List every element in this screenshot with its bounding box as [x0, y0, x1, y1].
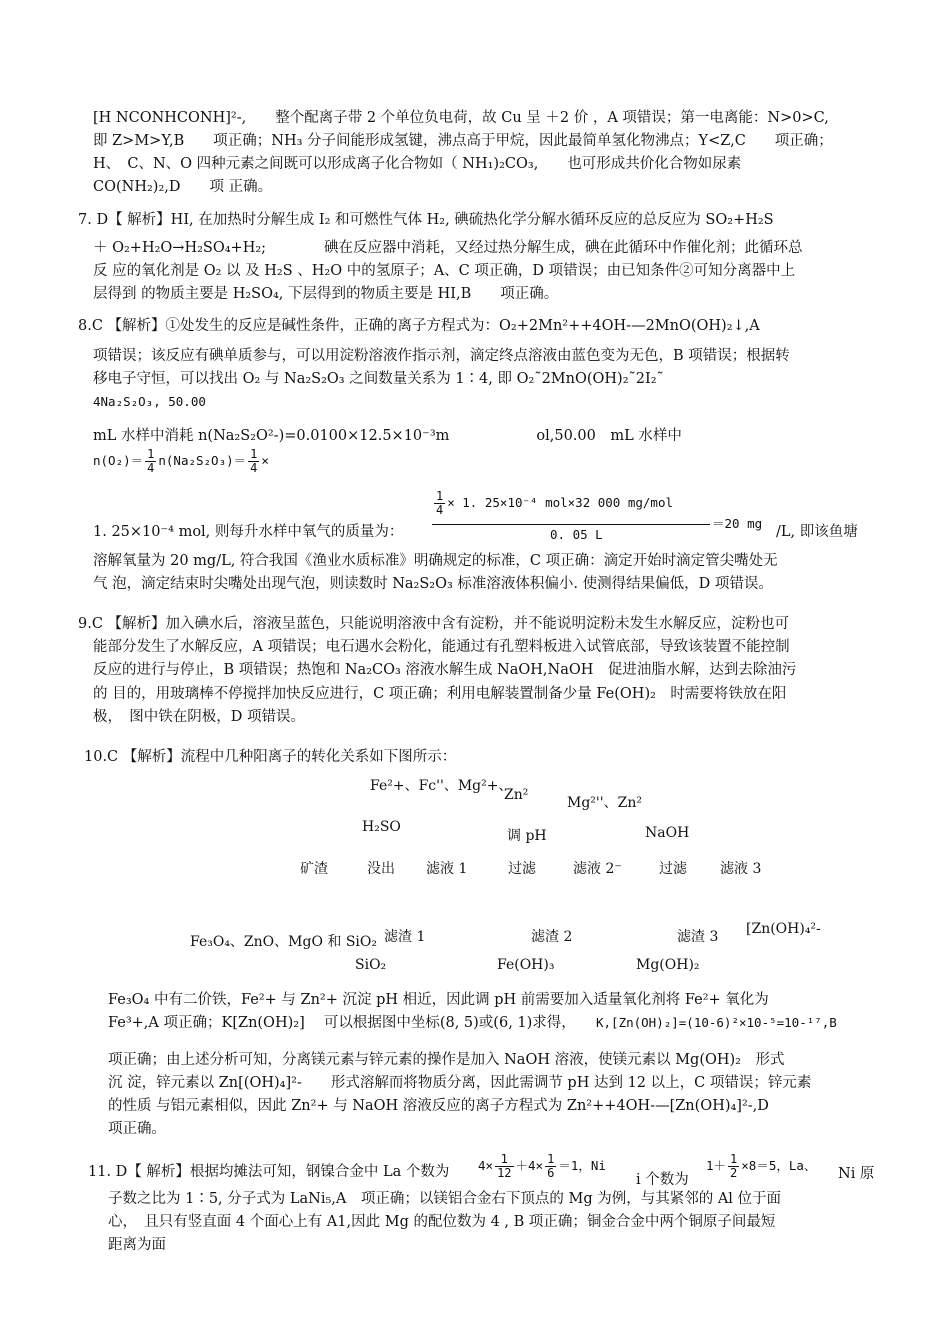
- flow-reagent-acid: H₂SO: [362, 819, 401, 835]
- q11-ni-formula: [706, 1152, 816, 1180]
- fraction-quarter-1: $\frac{1}{4}$: [147, 447, 155, 475]
- q9-line-1: 9.C 【解析】加入碘水后，溶液呈蓝色，只能说明溶液中含有淀粉，并不能说明淀粉未发生水解反应，淀粉也可: [78, 616, 790, 632]
- flow-residue-2: 滤渣 2: [531, 929, 573, 945]
- fraction-bar: [432, 524, 710, 525]
- q10-line-5: 沉 淀，锌元素以 Zn[(OH)₄]²- 形式溶解而将物质分离，因此需调节 pH 达到 12 以上，C 项错误；锌元素: [108, 1075, 812, 1091]
- flow-residue-1-content: SiO₂: [355, 957, 387, 973]
- flow-reagent-ph: 调 pH: [507, 828, 547, 844]
- q6-line-1: [H NCONHCONH]²-, 整个配离子带 2 个单位负电荷，故 Cu 呈 ＋2 价 ，A 项错误；第一电离能：N>0>C,: [93, 110, 829, 126]
- flow-step-filtrate-3: 滤液 3: [720, 861, 762, 877]
- flow-step-ore: 矿渣: [300, 861, 328, 877]
- flow-step-filtrate-2: 滤液 2⁻: [573, 861, 622, 877]
- fraction-denominator: 0. 05 L: [550, 527, 603, 542]
- q7-line-3: 反 应的氧化剂是 O₂ 以 及 H₂S 、H₂O 中的氢原子；A、C 项正确，D 项错误；由已知条件②可知分离器中上: [93, 263, 796, 279]
- q8-line-4: 4Na₂S₂O₃, 50.00: [93, 394, 206, 409]
- mass-result: ＝20 mg: [712, 516, 763, 531]
- n-o2-lhs: n(O₂)＝: [93, 453, 144, 468]
- q9-line-3: 反应的进行与停止，B 项错误；热饱和 Na₂CO₃ 溶液水解生成 NaOH,NaOH 促进油脂水解，达到去除油污: [93, 662, 797, 678]
- q8-line-3: 移电子守恒，可以找出 O₂ 与 Na₂S₂O₃ 之间数量关系为 1∶4, 即 O₂˜2MnO(OH)₂˜2I₂˜: [93, 371, 664, 387]
- q8-line-2: 项错误；该反应有碘单质参与，可以用淀粉溶液作指示剂，滴定终点溶液由蓝色变为无色，B 项错误；根据转: [93, 348, 790, 364]
- flow-residue-2-content: Fe(OH)₃: [497, 957, 555, 973]
- flow-step-filter-2: 过滤: [659, 861, 687, 877]
- q10-line-7: 项正确。: [108, 1121, 166, 1137]
- q8-line-5: mL 水样中消耗 n(Na₂S₂O²-)=0.0100×12.5×10⁻³m ol,50.00 mL 水样中: [93, 428, 682, 444]
- q7-line-4: 层得到 的物质主要是 H₂SO₄, 下层得到的物质主要是 HI,B 项正确。: [93, 286, 559, 302]
- flow-ore-composition: Fe₃O₄、ZnO、MgO 和 SiO₂: [190, 934, 377, 950]
- q9-line-5: 极， 图中铁在阴极，D 项错误。: [93, 709, 305, 725]
- flow-ions-top-1: Fe²+、Fc''、Mg²+、: [370, 778, 513, 794]
- q10-line-4: 项正确；由上述分析可知，分离镁元素与锌元素的操作是加入 NaOH 溶液，使镁元素以 Mg(OH)₂ 形式: [108, 1052, 785, 1068]
- q7-line-2: ＋ O₂+H₂O→H₂SO₄+H₂; 碘在反应器中消耗，又经过热分解生成，碘在此循环中作催化剂；此循环总: [93, 240, 803, 256]
- q11-line-2: 子数之比为 1∶5, 分子式为 LaNi₅,A 项正确；以镁铝合金右下顶点的 Mg 为例，与其紧邻的 Al 位于面: [108, 1191, 782, 1207]
- fraction-quarter-3: $\frac{1}{4}$: [436, 489, 444, 517]
- flow-reagent-naoh: NaOH: [645, 825, 690, 841]
- flow-step-filter-1: 过滤: [508, 861, 536, 877]
- q11-line-3: 心， 且只有竖直面 4 个面心上有 A1,因此 Mg 的配位数为 4 , B 项正确；铜金合金中两个铜原子间最短: [108, 1214, 776, 1230]
- times-sign: ×: [261, 453, 269, 468]
- fraction-one-half: $\frac{1}{2}$: [730, 1152, 738, 1180]
- q10-line-2: Fe₃O₄ 中有二价铁，Fe²+ 与 Zn²+ 沉淀 pH 相近，因此调 pH 前需要加入适量氧化剂将 Fe²+ 氧化为: [108, 992, 769, 1008]
- flow-ions-top-2: Zn²: [504, 787, 529, 803]
- la-term-1: 4×: [478, 1158, 494, 1173]
- flow-residue-3: 滤渣 3: [677, 929, 719, 945]
- flow-ions-top-3: Mg²''、Zn²: [567, 795, 642, 811]
- q7-line-1: 7. D【 解析】HI, 在加热时分解生成 I₂ 和可燃性气体 H₂, 碘硫热化学分解水循环反应的总反应为 SO₂+H₂S: [78, 212, 774, 228]
- q10-ksp-formula: K,[Zn(OH)₂]=(10-6)²×10-⁵=10-¹⁷,B: [596, 1015, 837, 1030]
- flow-step-leach: 没出: [367, 861, 395, 877]
- flow-zincate: [Zn(OH)₄²-: [746, 921, 821, 937]
- q6-line-3: H、 C、N、O 四种元素之间既可以形成离子化合物如（ NH₁)₂CO₃, 也可形成共价化合物如尿素: [93, 156, 742, 172]
- fraction-one-sixth: $\frac{1}{6}$: [547, 1152, 555, 1180]
- ni-result: ×8＝5，La、: [741, 1158, 817, 1173]
- q6-line-2: 即 Z>M>Y,B 项正确；NH₃ 分子间能形成氢键，沸点高于甲烷，因此最简单氢化物沸点；Y<Z,C 项正确；: [93, 133, 833, 149]
- q9-line-2: 能部分发生了水解反应，A 项错误；电石遇水会粉化，能通过有孔塑料板进入试管底部，导致该装置不能控制: [93, 639, 790, 655]
- la-term-2: ＋4×: [515, 1158, 544, 1173]
- flow-residue-3-content: Mg(OH)₂: [636, 957, 700, 973]
- fraction-one-twelfth: $\frac{1}{12}$: [497, 1152, 512, 1180]
- q10-line-1: 10.C 【解析】流程中几种阳离子的转化关系如下图所示：: [84, 749, 457, 765]
- n-na2s2o3: n(Na₂S₂O₃)＝: [158, 453, 247, 468]
- q8-line-6-tail: /L, 即该鱼塘: [776, 524, 858, 540]
- q9-line-4: 的 目的，用玻璃棒不停搅拌加快反应进行，C 项正确；利用电解装置制备少量 Fe(OH)₂ 时需要将铁放在阳: [93, 686, 787, 702]
- q8-line-1: 8.C 【解析】①处发生的反应是碱性条件，正确的离子方程式为：O₂+2Mn²++4OH-—2MnO(OH)₂↓,A: [78, 318, 760, 334]
- la-result: ＝1，Ni: [558, 1158, 606, 1173]
- q11-line-1: 11. D【 解析】根据均摊法可知，钢镍合金中 La 个数为: [88, 1164, 450, 1180]
- q8-n-o2-formula: [93, 448, 269, 475]
- q11-la-formula: [478, 1152, 606, 1180]
- oxygen-mass-fraction: [432, 490, 710, 550]
- ni-term-1: 1＋: [706, 1158, 727, 1173]
- q11-line-4: 距离为面: [108, 1237, 166, 1253]
- q8-line-8: 气 泡，滴定结束时尖嘴处出现气泡，则读数时 Na₂S₂O₃ 标准溶液体积偏小. 使测得结果偏低，D 项错误。: [93, 576, 773, 592]
- flow-residue-1: 滤渣 1: [384, 929, 426, 945]
- q10-line-6: 的性质 与铝元素相似，因此 Zn²+ 与 NaOH 溶液反应的离子方程式为 Zn²++4OH-—[Zn(OH)₄]²-,D: [108, 1098, 769, 1114]
- q11-line-1b: i 个数为: [636, 1172, 689, 1188]
- q8-line-6: 1. 25×10⁻⁴ mol, 则每升水样中氧气的质量为：: [93, 524, 404, 540]
- q11-ni-tail: Ni 原: [838, 1166, 875, 1182]
- q10-line-3: Fe³+,A 项正确；K[Zn(OH)₂] 可以根据图中坐标(8, 5)或(6, 1)求得，: [108, 1015, 576, 1031]
- q6-line-4: CO(NH₂)₂,D 项 正确。: [93, 179, 273, 195]
- q8-line-7: 溶解氧量为 20 mg/L, 符合我国《渔业水质标准》明确规定的标准，C 项正确：滴定开始时滴定管尖嘴处无: [93, 553, 778, 569]
- fraction-quarter-2: $\frac{1}{4}$: [250, 447, 258, 475]
- fraction-numerator: [432, 490, 673, 517]
- numerator-text: × 1. 25×10⁻⁴ mol×32 000 mg/mol: [447, 495, 674, 510]
- flow-step-filtrate-1: 滤液 1: [426, 861, 468, 877]
